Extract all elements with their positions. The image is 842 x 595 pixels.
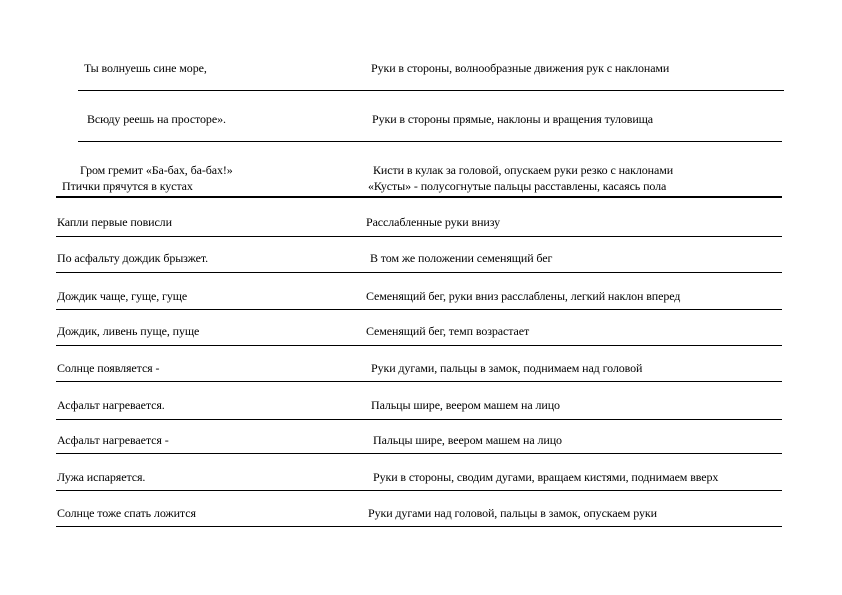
row-divider <box>56 419 782 420</box>
row-divider <box>56 381 782 382</box>
movement-description: Руки в стороны прямые, наклоны и вращения туловища <box>372 112 654 126</box>
verse-line: Дождик, ливень пуще, пуще <box>57 324 200 338</box>
movement-description: Руки в стороны, сводим дугами, вращаем кистями, поднимаем вверх <box>373 470 719 484</box>
movement-description: Пальцы шире, веером машем на лицо <box>373 433 562 447</box>
verse-line: Солнце появляется - <box>57 361 160 375</box>
movement-description: В том же положении семенящий бег <box>370 251 553 265</box>
row-divider <box>56 309 782 310</box>
movement-description: Пальцы шире, веером машем на лицо <box>371 398 560 412</box>
movement-description: Семенящий бег, темп возрастает <box>366 324 530 338</box>
verse-line: Птички прячутся в кустах <box>62 179 193 193</box>
row-divider <box>56 453 782 454</box>
movement-description: Кисти в кулак за головой, опускаем руки резко с наклонами <box>373 163 674 177</box>
row-divider <box>56 490 782 491</box>
movement-description: Семенящий бег, руки вниз расслаблены, легкий наклон вперед <box>366 289 681 303</box>
verse-line: Солнце тоже спать ложится <box>57 506 196 520</box>
row-divider <box>56 272 782 273</box>
movement-description: «Кусты» - полусогнутые пальцы расставлены, касаясь пола <box>368 179 667 193</box>
verse-line: Всюду реешь на просторе». <box>87 112 226 126</box>
verse-line: По асфальту дождик брызжет. <box>57 251 209 265</box>
row-divider <box>56 196 782 198</box>
row-divider <box>56 345 782 346</box>
verse-line: Капли первые повисли <box>57 215 172 229</box>
row-divider <box>56 236 782 237</box>
verse-line: Асфальт нагревается. <box>57 398 165 412</box>
verse-line: Гром гремит «Ба-бах, ба-бах!» <box>80 163 233 177</box>
row-divider <box>78 141 782 142</box>
verse-line: Ты волнуешь сине море, <box>84 61 207 75</box>
movement-description: Расслабленные руки внизу <box>366 215 501 229</box>
movement-description: Руки дугами над головой, пальцы в замок, опускаем руки <box>368 506 657 520</box>
row-divider <box>56 526 782 527</box>
row-divider <box>78 90 784 91</box>
verse-line: Дождик чаще, гуще, гуще <box>57 289 188 303</box>
verse-line: Асфальт нагревается - <box>57 433 169 447</box>
movement-description: Руки в стороны, волнообразные движения рук с наклонами <box>371 61 670 75</box>
movement-description: Руки дугами, пальцы в замок, поднимаем над головой <box>371 361 643 375</box>
verse-line: Лужа испаряется. <box>57 470 146 484</box>
